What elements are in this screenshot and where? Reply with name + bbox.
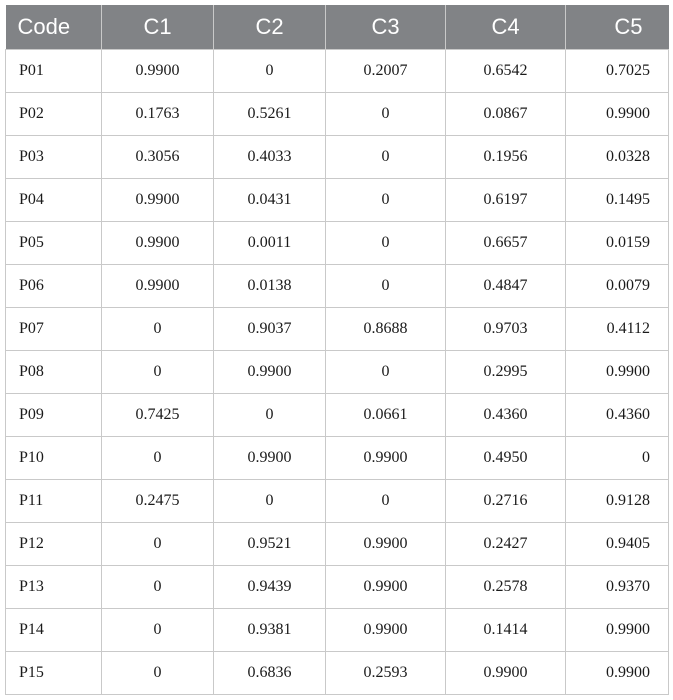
table-row: [6, 222, 669, 265]
table-row: [6, 50, 669, 93]
value-cell-c2: 0.9037: [214, 308, 326, 351]
value-cell-c2: 0: [214, 480, 326, 523]
value-cell-c2: 0: [214, 394, 326, 437]
header-row: [6, 5, 669, 50]
value-cell-c4: 0.6657: [446, 222, 566, 265]
row-code-cell: P09: [6, 394, 102, 437]
header-c5: C5: [566, 5, 669, 50]
value-cell-c1: 0.9900: [102, 222, 214, 265]
value-cell-c3: 0: [326, 480, 446, 523]
value-cell-c2: 0.9521: [214, 523, 326, 566]
value-cell-c5: 0.9900: [566, 93, 669, 136]
row-code-cell: P08: [6, 351, 102, 394]
table-row: [6, 480, 669, 523]
value-cell-c4: 0.9703: [446, 308, 566, 351]
value-cell-c5: 0: [566, 437, 669, 480]
value-cell-c5: 0.9405: [566, 523, 669, 566]
value-cell-c1: 0.2475: [102, 480, 214, 523]
value-cell-c5: 0.0159: [566, 222, 669, 265]
value-cell-c1: 0: [102, 609, 214, 652]
value-cell-c3: 0: [326, 265, 446, 308]
value-cell-c4: 0.0867: [446, 93, 566, 136]
header-c3: C3: [326, 5, 446, 50]
row-code-cell: P14: [6, 609, 102, 652]
value-cell-c4: 0.4847: [446, 265, 566, 308]
value-cell-c2: 0: [214, 50, 326, 93]
value-cell-c5: 0.9128: [566, 480, 669, 523]
value-cell-c5: 0.9900: [566, 652, 669, 695]
table-row: [6, 265, 669, 308]
table-row: [6, 351, 669, 394]
value-cell-c4: 0.9900: [446, 652, 566, 695]
value-cell-c1: 0.9900: [102, 265, 214, 308]
value-cell-c3: 0.2593: [326, 652, 446, 695]
table-header: [6, 5, 669, 50]
table-body: [6, 50, 669, 695]
value-cell-c3: 0.9900: [326, 566, 446, 609]
table-row: [6, 93, 669, 136]
value-cell-c3: 0.8688: [326, 308, 446, 351]
value-cell-c2: 0.0011: [214, 222, 326, 265]
value-cell-c5: 0.1495: [566, 179, 669, 222]
value-cell-c1: 0: [102, 652, 214, 695]
value-cell-c5: 0.4112: [566, 308, 669, 351]
value-cell-c1: 0: [102, 351, 214, 394]
value-cell-c4: 0.6197: [446, 179, 566, 222]
row-code-cell: P11: [6, 480, 102, 523]
row-code-cell: P12: [6, 523, 102, 566]
row-code-cell: P04: [6, 179, 102, 222]
value-cell-c4: 0.4360: [446, 394, 566, 437]
value-cell-c2: 0.6836: [214, 652, 326, 695]
value-cell-c4: 0.1414: [446, 609, 566, 652]
value-cell-c1: 0.7425: [102, 394, 214, 437]
value-cell-c5: 0.0079: [566, 265, 669, 308]
row-code-cell: P07: [6, 308, 102, 351]
value-cell-c1: 0: [102, 566, 214, 609]
table-row: [6, 652, 669, 695]
value-cell-c2: 0.9439: [214, 566, 326, 609]
value-cell-c5: 0.0328: [566, 136, 669, 179]
value-cell-c1: 0.9900: [102, 179, 214, 222]
value-cell-c5: 0.4360: [566, 394, 669, 437]
table-row: [6, 437, 669, 480]
table-row: [6, 136, 669, 179]
value-cell-c3: 0: [326, 93, 446, 136]
value-cell-c3: 0.9900: [326, 523, 446, 566]
value-cell-c1: 0: [102, 523, 214, 566]
value-cell-c2: 0.0138: [214, 265, 326, 308]
header-c1: C1: [102, 5, 214, 50]
row-code-cell: P15: [6, 652, 102, 695]
value-cell-c2: 0.5261: [214, 93, 326, 136]
table-row: [6, 609, 669, 652]
row-code-cell: P02: [6, 93, 102, 136]
value-cell-c4: 0.2427: [446, 523, 566, 566]
value-cell-c2: 0.9900: [214, 351, 326, 394]
value-cell-c2: 0.0431: [214, 179, 326, 222]
table-row: [6, 566, 669, 609]
value-cell-c4: 0.6542: [446, 50, 566, 93]
row-code-cell: P01: [6, 50, 102, 93]
value-cell-c4: 0.2578: [446, 566, 566, 609]
value-cell-c3: 0.9900: [326, 609, 446, 652]
table-row: [6, 523, 669, 566]
value-cell-c3: 0: [326, 136, 446, 179]
value-cell-c3: 0: [326, 179, 446, 222]
value-cell-c3: 0.0661: [326, 394, 446, 437]
value-cell-c2: 0.9900: [214, 437, 326, 480]
value-cell-c3: 0: [326, 222, 446, 265]
value-cell-c1: 0.9900: [102, 50, 214, 93]
header-c4: C4: [446, 5, 566, 50]
value-cell-c5: 0.7025: [566, 50, 669, 93]
value-cell-c1: 0.1763: [102, 93, 214, 136]
value-cell-c4: 0.4950: [446, 437, 566, 480]
table-container: [5, 5, 668, 695]
value-cell-c4: 0.1956: [446, 136, 566, 179]
row-code-cell: P03: [6, 136, 102, 179]
value-cell-c5: 0.9900: [566, 609, 669, 652]
table-row: [6, 179, 669, 222]
value-cell-c3: 0: [326, 351, 446, 394]
value-cell-c4: 0.2716: [446, 480, 566, 523]
value-cell-c1: 0.3056: [102, 136, 214, 179]
table-row: [6, 394, 669, 437]
row-code-cell: P06: [6, 265, 102, 308]
value-cell-c5: 0.9900: [566, 351, 669, 394]
value-cell-c3: 0.9900: [326, 437, 446, 480]
value-cell-c2: 0.9381: [214, 609, 326, 652]
table-row: [6, 308, 669, 351]
header-c2: C2: [214, 5, 326, 50]
value-cell-c5: 0.9370: [566, 566, 669, 609]
row-code-cell: P05: [6, 222, 102, 265]
value-cell-c4: 0.2995: [446, 351, 566, 394]
value-cell-c1: 0: [102, 308, 214, 351]
row-code-cell: P13: [6, 566, 102, 609]
value-cell-c3: 0.2007: [326, 50, 446, 93]
row-code-cell: P10: [6, 437, 102, 480]
value-cell-c2: 0.4033: [214, 136, 326, 179]
header-code: Code: [6, 5, 102, 50]
data-table: [5, 5, 669, 695]
value-cell-c1: 0: [102, 437, 214, 480]
